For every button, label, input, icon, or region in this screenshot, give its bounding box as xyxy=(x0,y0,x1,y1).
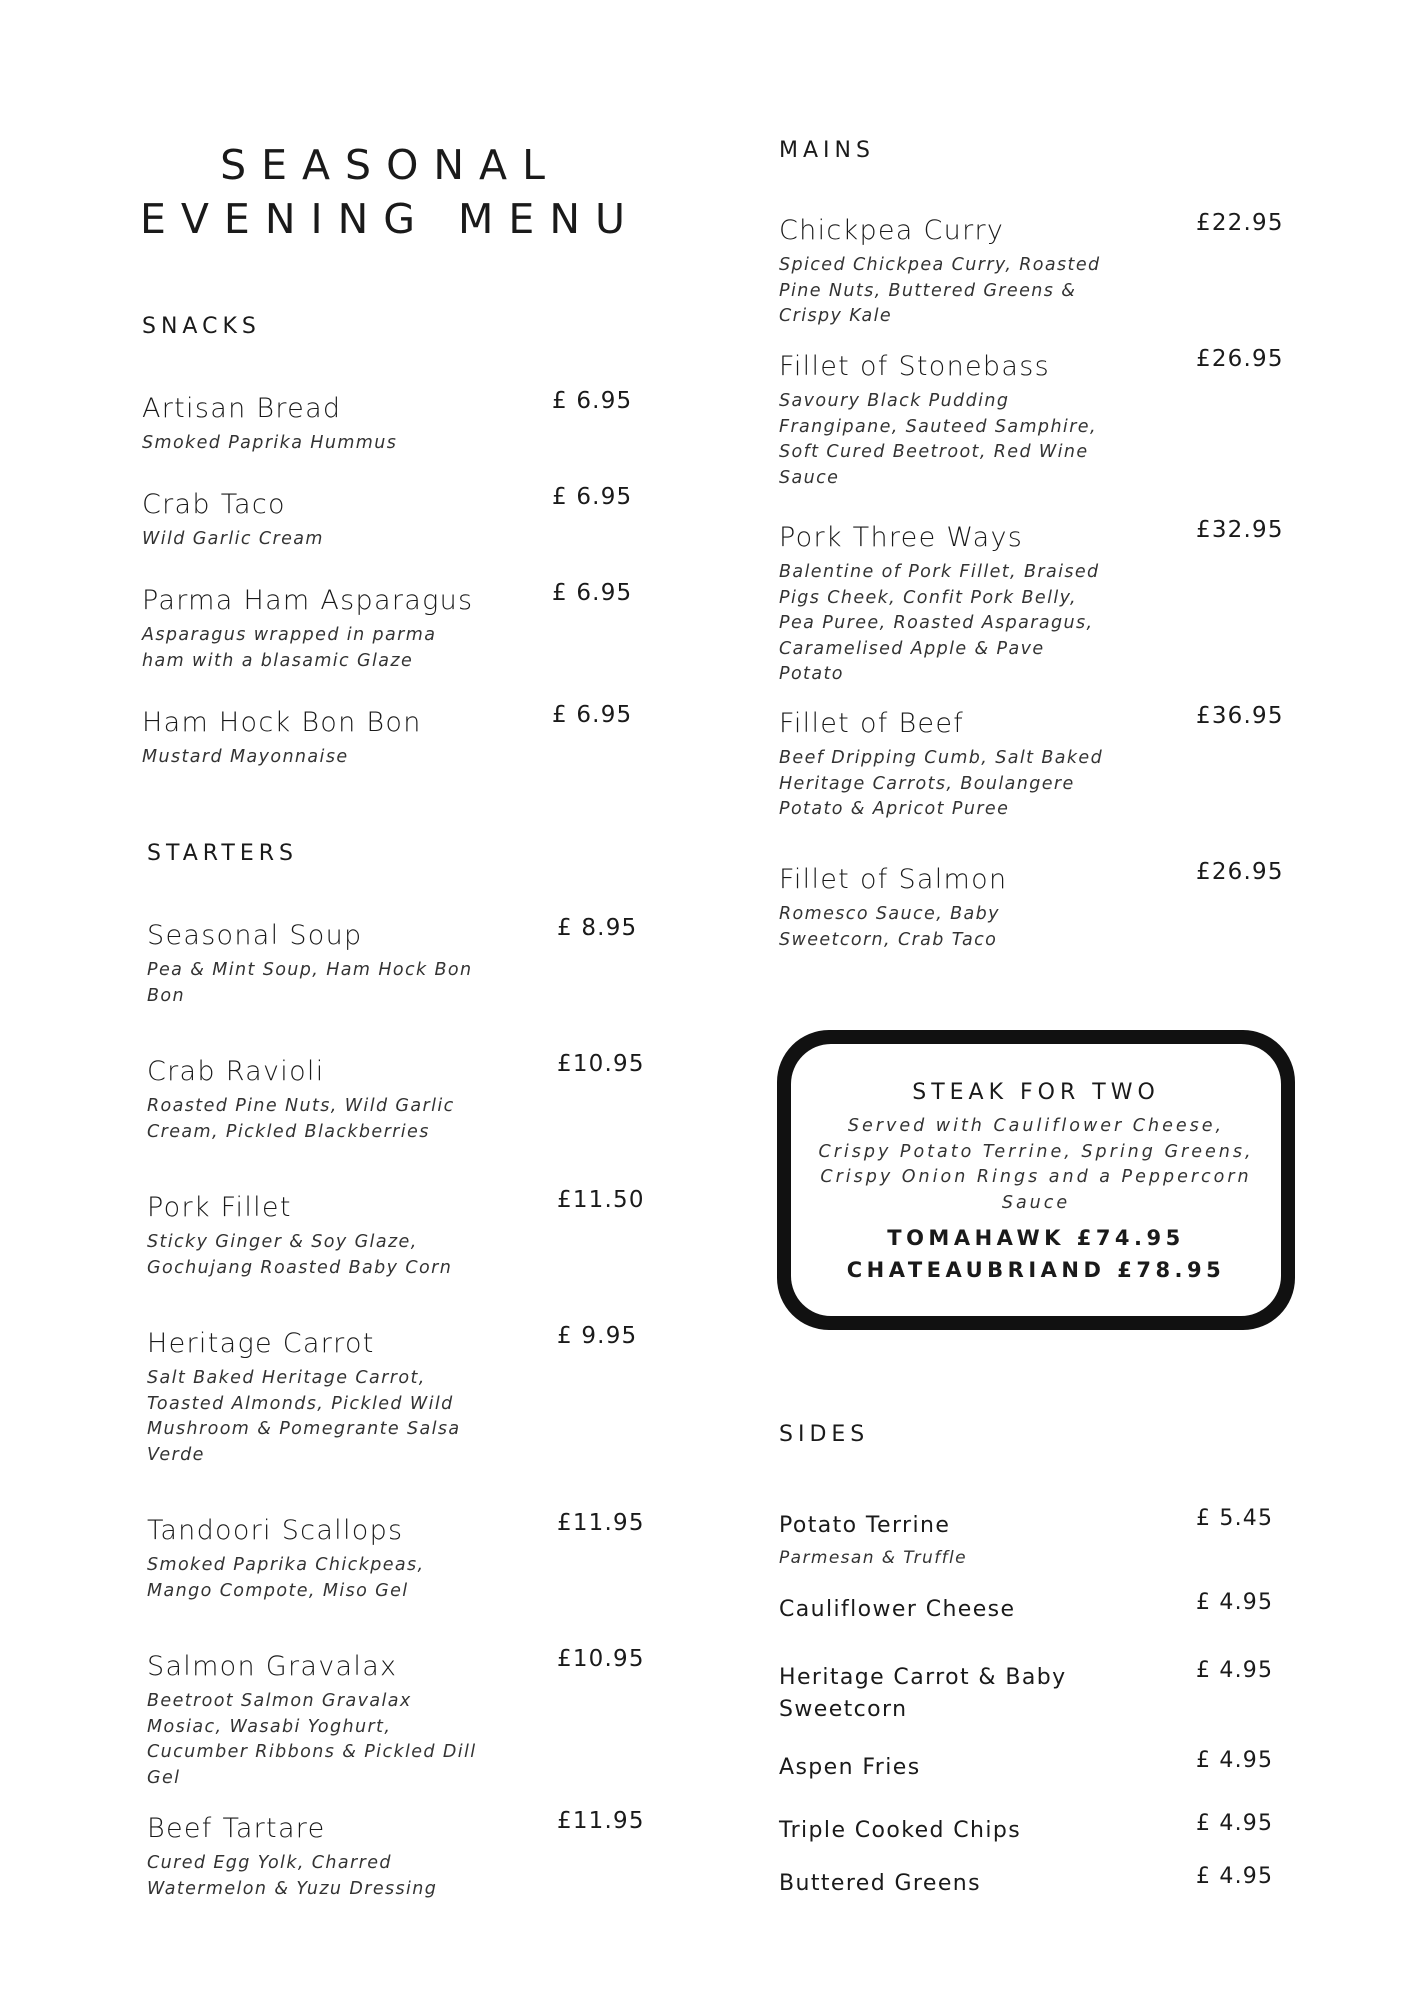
item-name: Heritage Carrot xyxy=(147,1328,375,1359)
item-price: £ 6.95 xyxy=(552,484,633,510)
item-price: £ 5.45 xyxy=(1196,1506,1274,1531)
side-item xyxy=(779,1590,1319,1626)
item-price: £ 4.95 xyxy=(1196,1748,1274,1773)
item-price: £10.95 xyxy=(557,1646,645,1672)
steak-title: STEAK FOR TWO xyxy=(912,1080,1160,1105)
snack-item xyxy=(142,484,682,553)
item-price: £ 4.95 xyxy=(1196,1590,1274,1615)
item-name: Heritage Carrot & Baby Sweetcorn xyxy=(779,1665,1067,1722)
side-item xyxy=(779,1811,1319,1847)
side-item xyxy=(779,1864,1319,1900)
starters-heading: STARTERS xyxy=(147,841,299,866)
item-description: Smoked Paprika Chickpeas, Mango Compote, Miso Gel xyxy=(147,1555,425,1601)
item-price: £11.50 xyxy=(557,1187,645,1213)
menu-title-line-2: EVENING MENU xyxy=(139,195,641,243)
item-price: £ 4.95 xyxy=(1196,1658,1274,1683)
item-name: Tandoori Scallops xyxy=(147,1515,404,1546)
chateaubriand-price: CHATEAUBRIAND £78.95 xyxy=(846,1258,1226,1282)
item-price: £26.95 xyxy=(1196,859,1284,885)
starter-item xyxy=(147,1323,687,1468)
steak-for-two-box xyxy=(777,1030,1295,1330)
item-price: £22.95 xyxy=(1196,210,1284,236)
side-item xyxy=(779,1506,1319,1568)
item-price: £32.95 xyxy=(1196,517,1284,543)
item-name: Pork Three Ways xyxy=(779,522,1024,553)
item-price: £11.95 xyxy=(557,1510,645,1536)
item-description: Asparagus wrapped in parma ham with a blasamic Glaze xyxy=(142,625,437,671)
starter-item xyxy=(147,915,687,1009)
item-name: Buttered Greens xyxy=(779,1871,981,1896)
snack-item xyxy=(142,702,682,771)
main-item xyxy=(779,703,1319,823)
starter-item xyxy=(147,1808,687,1902)
item-name: Salmon Gravalax xyxy=(147,1651,398,1682)
right-column xyxy=(707,0,1414,2000)
item-description: Roasted Pine Nuts, Wild Garlic Cream, Pickled Blackberries xyxy=(147,1096,455,1142)
menu-title-line-1: SEASONAL xyxy=(220,141,560,189)
item-price: £11.95 xyxy=(557,1808,645,1834)
item-price: £ 6.95 xyxy=(552,580,633,606)
item-description: Smoked Paprika Hummus xyxy=(142,433,398,453)
item-name: Ham Hock Bon Bon xyxy=(142,707,422,738)
item-description: Pea & Mint Soup, Ham Hock Bon Bon xyxy=(147,960,473,1006)
item-name: Beef Tartare xyxy=(147,1813,326,1844)
item-description: Mustard Mayonnaise xyxy=(142,747,349,767)
item-name: Artisan Bread xyxy=(142,393,342,424)
starter-item xyxy=(147,1510,687,1604)
item-name: Triple Cooked Chips xyxy=(779,1818,1022,1843)
mains-heading: MAINS xyxy=(779,138,875,163)
item-name: Parma Ham Asparagus xyxy=(142,585,474,616)
item-name: Potato Terrine xyxy=(779,1513,951,1538)
item-description: Beef Dripping Cumb, Salt Baked Heritage Carrots, Boulangere Potato & Apricot Puree xyxy=(779,748,1104,819)
item-name: Fillet of Stonebass xyxy=(779,351,1050,382)
item-name: Crab Taco xyxy=(142,489,286,520)
menu-title xyxy=(40,138,740,246)
item-description: Spiced Chickpea Curry, Roasted Pine Nuts, Buttered Greens & Crispy Kale xyxy=(779,255,1101,326)
side-item xyxy=(779,1748,1319,1784)
item-name: Fillet of Beef xyxy=(779,708,965,739)
item-price: £ 8.95 xyxy=(557,915,638,941)
item-description: Sticky Ginger & Soy Glaze, Gochujang Roasted Baby Corn xyxy=(147,1232,453,1278)
main-item xyxy=(779,346,1319,491)
item-description: Romesco Sauce, Baby Sweetcorn, Crab Taco xyxy=(779,904,1000,950)
main-item xyxy=(779,517,1319,688)
item-description: Cured Egg Yolk, Charred Watermelon & Yuzu Dressing xyxy=(147,1853,438,1899)
steak-box-inner xyxy=(791,1044,1281,1316)
item-price: £36.95 xyxy=(1196,703,1284,729)
starter-item xyxy=(147,1646,687,1791)
tomahawk-price: TOMAHAWK £74.95 xyxy=(887,1226,1185,1250)
main-item xyxy=(779,859,1319,953)
steak-description: Served with Cauliflower Cheese, Crispy Potato Terrine, Spring Greens, Crispy Onion Rings and a Peppercorn Sauce xyxy=(818,1116,1254,1213)
item-price: £ 9.95 xyxy=(557,1323,638,1349)
item-description: Balentine of Pork Fillet, Braised Pigs Cheek, Confit Pork Belly, Pea Puree, Roasted Asparagus, Caramelised Apple & Pave Potato xyxy=(779,562,1100,684)
item-description: Savoury Black Pudding Frangipane, Sauteed Samphire, Soft Cured Beetroot, Red Wine Sauce xyxy=(779,391,1097,488)
item-price: £ 4.95 xyxy=(1196,1864,1274,1889)
item-description: Salt Baked Heritage Carrot, Toasted Almonds, Pickled Wild Mushroom & Pomegrante Salsa Verde xyxy=(147,1368,461,1465)
item-price: £10.95 xyxy=(557,1051,645,1077)
sides-heading: SIDES xyxy=(779,1422,870,1447)
item-price: £ 6.95 xyxy=(552,388,633,414)
item-name: Cauliflower Cheese xyxy=(779,1597,1016,1622)
starter-item xyxy=(147,1051,687,1145)
item-name: Pork Fillet xyxy=(147,1192,292,1223)
item-name: Aspen Fries xyxy=(779,1755,921,1780)
item-description: Beetroot Salmon Gravalax Mosiac, Wasabi Yoghurt, Cucumber Ribbons & Pickled Dill Gel xyxy=(147,1691,477,1788)
item-name: Chickpea Curry xyxy=(779,215,1005,246)
steak-prices xyxy=(791,1222,1281,1286)
item-description: Wild Garlic Cream xyxy=(142,529,324,549)
snack-item xyxy=(142,580,682,674)
snack-item xyxy=(142,388,682,457)
side-item xyxy=(779,1658,1319,1726)
item-price: £ 6.95 xyxy=(552,702,633,728)
main-item xyxy=(779,210,1319,330)
item-description: Parmesan & Truffle xyxy=(779,1548,967,1568)
starter-item xyxy=(147,1187,687,1281)
item-price: £26.95 xyxy=(1196,346,1284,372)
item-name: Crab Ravioli xyxy=(147,1056,325,1087)
item-price: £ 4.95 xyxy=(1196,1811,1274,1836)
item-name: Seasonal Soup xyxy=(147,920,363,951)
snacks-heading: SNACKS xyxy=(142,314,261,339)
item-name: Fillet of Salmon xyxy=(779,864,1008,895)
